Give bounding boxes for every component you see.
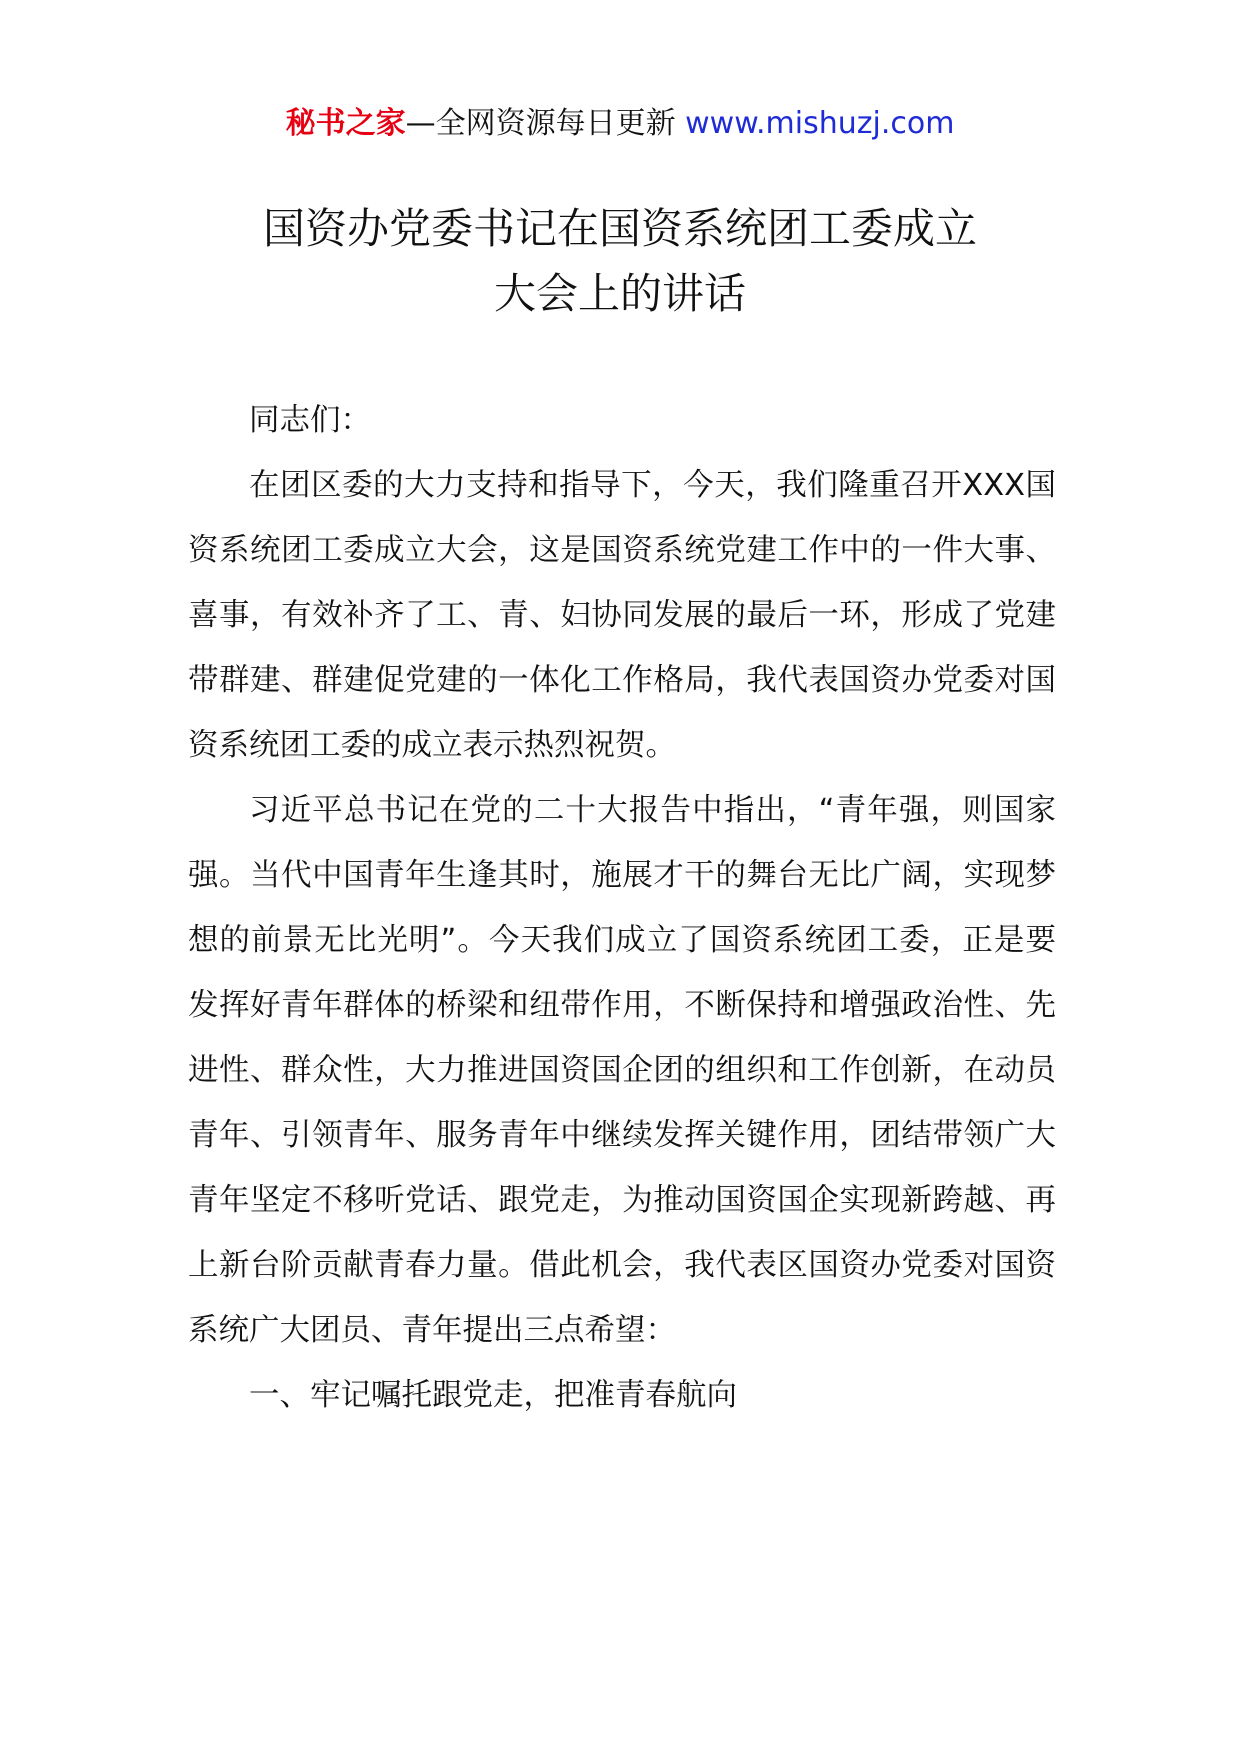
header-slogan: —全网资源每日更新 bbox=[405, 106, 676, 141]
site-url-link[interactable]: www.mishuzj.com bbox=[685, 106, 955, 141]
speech-body bbox=[188, 388, 1056, 1428]
site-header bbox=[0, 98, 1240, 150]
salutation: 同志们： bbox=[249, 403, 371, 438]
paragraph-opening: 在团区委的大力支持和指导下，今天，我们隆重召开XXX国资系统团工委成立大会，这是国资系统党建工作中的一件大事、喜事，有效补齐了工、青、妇协同发展的最后一环，形成了党建带群建、群建促党建的一体化工作格局，我代表国资办党委对国资系统团工委的成立表示热烈祝贺。 bbox=[188, 468, 1056, 763]
paragraph-quote: 习近平总书记在党的二十大报告中指出，“青年强，则国家强。当代中国青年生逢其时，施展才干的舞台无比广阔，实现梦想的前景无比光明”。今天我们成立了国资系统团工委，正是要发挥好青年群体的桥梁和纽带作用，不断保持和增强政治性、先进性、群众性，大力推进国资国企团的组织和工作创新，在动员青年、引领青年、服务青年中继续发挥关键作用，团结带领广大青年坚定不移听党话、跟党走，为推动国资国企实现新跨越、再上新台阶贡献青春力量。借此机会，我代表区国资办党委对国资系统广大团员、青年提出三点希望： bbox=[188, 793, 1056, 1348]
document-title bbox=[0, 196, 1240, 326]
title-line-2: 大会上的讲话 bbox=[493, 269, 746, 318]
title-line-1: 国资办党委书记在国资系统团工委成立 bbox=[262, 204, 977, 253]
brand-name: 秘书之家 bbox=[285, 106, 406, 141]
section-heading-1: 一、牢记嘱托跟党走，把准青春航向 bbox=[249, 1378, 737, 1413]
